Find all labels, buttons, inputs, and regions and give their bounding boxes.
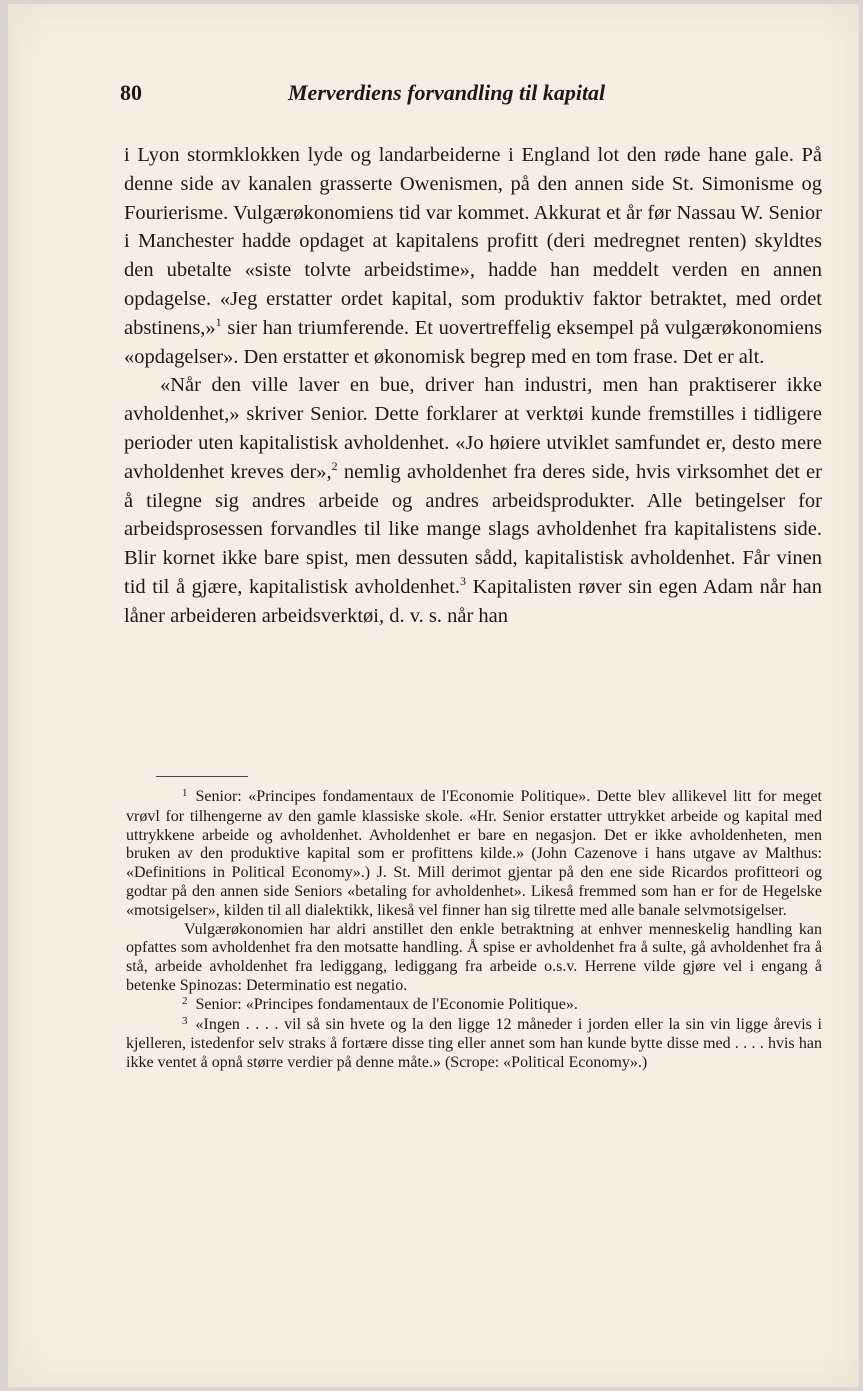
- text-run: nemlig avholdenhet fra deres side, hvis virksomhet det er å tilegne sig andres arbeide og andres arbeidsprodukter. Alle betingelser for arbeidsprosessen forvandles til like mange slags avholdenhet fra kapitalistens side. Blir kornet ikke bare spist, men dessuten sådd, kapitalistisk avholdenhet. Får vinen tid til å gjære, kapitalistisk avholdenhet.: [124, 460, 822, 598]
- footnote-2: [126, 996, 822, 1016]
- footnote-number: 3: [182, 1014, 188, 1027]
- footnotes: [126, 788, 822, 1073]
- footnote-ref: 1: [215, 314, 222, 329]
- footnote-text: «Ingen . . . . vil så sin hvete og la den ligge 12 måneder i jorden eller la sin vin ligge årevis i kjelleren, istedenfor selv straks å fortære disse ting eller annet som han kunde bytte disse med . . . . hvis han ikke ventet å opnå større verdier på denne måte.» (Scrope: «Political Economy».): [126, 1015, 822, 1072]
- paragraph: [124, 371, 822, 630]
- running-title: Merverdiens forvandling til kapital: [288, 80, 606, 105]
- footnote-1-continuation: Vulgærøkonomien har aldri anstillet den enkle betraktning at enhver menneskelig handling kan opfattes som avholdenhet fra den motsatte handling. Å spise er avholdenhet fra å sulte, gå avholdenhet fra å stå, arbeide avholdenhet fra lediggang, lediggang fra arbeide o.s.v. Herrene vilde gjøre vel i engang å betenke Spinozas: Determinatio est negatio.: [126, 920, 822, 994]
- book-page: [8, 4, 859, 1387]
- footnote-ref: 3: [459, 574, 466, 589]
- page-header: [120, 80, 720, 116]
- footnote-text: Senior: «Principes fondamentaux de l'Economie Politique». Dette blev allikevel litt for meget vrøvl for tilhengerne av den gamle klassiske skole. «Hr. Senior erstatter uttrykket arbeide og kapital med uttrykkene arbeide og avholdenhet. Avholdenhet er bare en negasjon. Det er ikke avholdenheten, men bruken av den produktive kapital som er profittens kilde.» (John Cazenove i hans utgave av Malthus: «Definitions in Political Economy».) J. St. Mill derimot gjentar på den ene side Ricardos profitteori og godtar på den annen side Seniors «betaling for avholdenhet». Likeså fremmed som han er for de Hegelske «motsigelser», kilden til all dialektikk, likeså vel finner han sig tilrette med alle banale selvmotsigelser.: [126, 788, 822, 919]
- text-run: Kapitalisten røver sin egen Adam når han låner arbeideren arbeidsverktøi, d. v. s. når han: [124, 575, 822, 627]
- footnote-text: Senior: «Principes fondamentaux de l'Economie Politique».: [195, 995, 578, 1013]
- footnote-1: [126, 788, 822, 921]
- footnote-number: 1: [182, 787, 188, 799]
- text-run: «Når den ville laver en bue, driver han industri, men han praktiserer ikke avholdenhet,» skriver Senior. Dette forklarer at verktøi kunde fremstilles i tidligere perioder uten kapitalistisk avholdenhet. «Jo høiere utviklet samfundet er, desto mere avholdenhet kreves der»,: [124, 374, 822, 483]
- footnote-ref: 2: [331, 458, 338, 473]
- paragraph: [124, 141, 822, 371]
- page-number: 80: [120, 80, 142, 105]
- footnote-number: 2: [182, 994, 188, 1007]
- text-run: sier han triumferende. Et uovertreffelig eksempel på vulgærøkonomiens «opdagelser». Den erstatter et økonomisk begrep med en tom frase. Det er alt.: [124, 316, 822, 368]
- footnote-divider: [156, 776, 248, 777]
- text-run: i Lyon stormklokken lyde og landarbeiderne i England lot den røde hane gale. På denne side av kanalen grasserte Owenismen, på den annen side St. Simonisme og Fourierisme. Vulgærøkonomiens tid var kommet. Akkurat et år før Nassau W. Senior i Manchester hadde opdaget at kapitalens profitt (deri medregnet renten) skyldtes den ubetalte «siste tolvte arbeidstime», hadde han meddelt verden en annen opdagelse. «Jeg erstatter ordet kapital, som produktiv faktor betraktet, med ordet abstinens,»: [124, 144, 822, 339]
- main-text: [124, 141, 822, 631]
- footnote-3: [126, 1016, 822, 1073]
